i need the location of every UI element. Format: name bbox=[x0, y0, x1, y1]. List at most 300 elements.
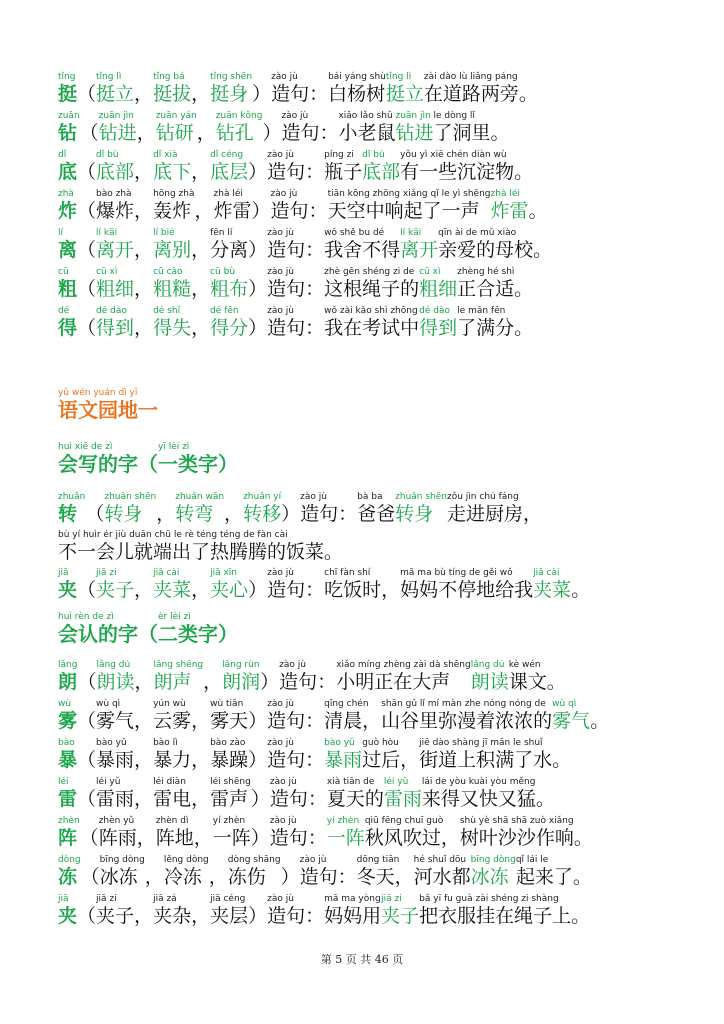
pinyin-text bbox=[134, 568, 153, 579]
ruby-segment bbox=[395, 492, 447, 525]
ruby-segment bbox=[96, 228, 134, 261]
hanzi-text: 亲爱的母校。 bbox=[438, 239, 553, 261]
ruby-segment bbox=[96, 189, 134, 222]
ruby-segment bbox=[153, 660, 203, 693]
hanzi-text: ） bbox=[248, 710, 268, 732]
hanzi-text: ， bbox=[134, 239, 154, 261]
pinyin-text bbox=[145, 855, 164, 866]
ruby-segment bbox=[252, 189, 271, 222]
pinyin-text bbox=[197, 111, 216, 122]
ruby-segment bbox=[279, 660, 336, 693]
hanzi-text: （ bbox=[79, 827, 99, 849]
hanzi-text: 冰冻 bbox=[470, 866, 509, 888]
pinyin-text: jiā bbox=[58, 568, 69, 578]
ruby-segment bbox=[300, 855, 357, 888]
hanzi-text: 转身 bbox=[395, 503, 434, 525]
ruby-segment bbox=[156, 111, 197, 144]
ruby-segment bbox=[218, 442, 238, 475]
hanzi-text: 冻伤 bbox=[227, 866, 266, 888]
ruby-segment bbox=[395, 111, 433, 144]
pinyin-text bbox=[260, 660, 279, 671]
key-character bbox=[58, 150, 77, 183]
ruby-segment bbox=[77, 228, 96, 261]
ruby-segment bbox=[191, 267, 210, 300]
pinyin-text: hōng zhà bbox=[153, 189, 195, 199]
pinyin-text: shān gǔ lǐ mí màn zhe nóng nóng de bbox=[381, 699, 546, 709]
pinyin-text bbox=[194, 816, 213, 827]
pinyin-text: qīng chén bbox=[324, 699, 369, 709]
hanzi-text: 起来了。 bbox=[515, 866, 592, 888]
ruby-segment bbox=[216, 111, 263, 144]
hanzi-text: 挺立 bbox=[96, 83, 135, 105]
hanzi-text: 底部 bbox=[96, 161, 135, 183]
hanzi-text: ， bbox=[134, 579, 154, 601]
pinyin-text: lǎng dú bbox=[470, 660, 505, 670]
hanzi-text: （ bbox=[80, 866, 100, 888]
pinyin-text: dé dào bbox=[419, 306, 451, 316]
vocab-line bbox=[58, 777, 555, 810]
hanzi-text: 云雾 bbox=[153, 710, 192, 732]
hanzi-text: 钻进 bbox=[98, 122, 137, 144]
ruby-segment bbox=[191, 228, 210, 261]
ruby-segment bbox=[248, 306, 267, 339]
ruby-segment bbox=[248, 738, 267, 771]
pinyin-text: bà ba bbox=[357, 492, 383, 502]
ruby-segment bbox=[384, 777, 422, 810]
pinyin-text: zhuǎn wān bbox=[175, 492, 225, 502]
hanzi-text: （ bbox=[77, 278, 97, 300]
hanzi-text: 造句： bbox=[270, 200, 328, 222]
pinyin-text: zhuǎn bbox=[58, 492, 86, 502]
pinyin-text: wù tiān bbox=[210, 699, 244, 709]
ruby-segment bbox=[138, 612, 158, 645]
pinyin-text: chī fàn shí bbox=[324, 568, 371, 578]
hanzi-text: 过后， bbox=[362, 749, 420, 771]
hanzi-text: 雾气 bbox=[96, 710, 135, 732]
vocab-line bbox=[58, 72, 538, 105]
pinyin-text bbox=[191, 228, 210, 239]
pinyin-text: léi shēng bbox=[210, 777, 251, 787]
ruby-segment bbox=[248, 699, 267, 732]
hanzi-text: 离开 bbox=[96, 239, 135, 261]
ruby-segment bbox=[77, 150, 96, 183]
ruby-segment bbox=[327, 777, 384, 810]
hanzi-text: 底 bbox=[58, 161, 78, 183]
hanzi-text: 造句： bbox=[279, 671, 337, 693]
hanzi-text: 炸雷 bbox=[213, 200, 252, 222]
ruby-segment bbox=[77, 777, 96, 810]
ruby-segment bbox=[96, 894, 134, 927]
ruby-segment bbox=[210, 777, 251, 810]
ruby-segment bbox=[471, 855, 516, 888]
hanzi-text: 造句： bbox=[299, 866, 357, 888]
ruby-segment bbox=[96, 72, 134, 105]
ruby-segment bbox=[153, 72, 191, 105]
hanzi-text: 造句： bbox=[267, 905, 325, 927]
pinyin-text: zhuǎn yí bbox=[243, 492, 282, 502]
ruby-segment bbox=[77, 189, 96, 222]
hanzi-text: 秋风吹过， bbox=[364, 827, 460, 849]
pinyin-text: léi yǔ bbox=[96, 777, 121, 787]
ruby-segment bbox=[327, 816, 365, 849]
vocab-line bbox=[58, 530, 343, 563]
ruby-segment bbox=[214, 189, 252, 222]
hanzi-text: 朗润 bbox=[222, 671, 261, 693]
ruby-segment bbox=[419, 894, 590, 927]
vocab-line bbox=[58, 150, 533, 183]
pinyin-text: jiā céng bbox=[210, 894, 246, 904]
hanzi-text: 造句： bbox=[271, 83, 329, 105]
hanzi-text: 分离 bbox=[210, 239, 249, 261]
pinyin-text: bào bbox=[58, 738, 75, 748]
pinyin-text: dǐ xià bbox=[153, 150, 178, 160]
pinyin-text: yǒu yì xiē chén diàn wù bbox=[400, 150, 507, 160]
ruby-segment bbox=[191, 699, 210, 732]
pinyin-text: qǐ lái le bbox=[515, 855, 549, 865]
hanzi-text: ， bbox=[193, 827, 213, 849]
hanzi-text: 雾 bbox=[58, 710, 78, 732]
ruby-segment bbox=[222, 660, 260, 693]
hanzi-text: 造句： bbox=[267, 278, 325, 300]
key-character bbox=[58, 660, 77, 693]
ruby-segment bbox=[271, 72, 328, 105]
ruby-segment bbox=[357, 492, 395, 525]
hanzi-text: 转弯 bbox=[175, 503, 214, 525]
pinyin-text bbox=[248, 306, 267, 317]
hanzi-text: 造句： bbox=[300, 503, 358, 525]
hanzi-text: ， bbox=[194, 200, 214, 222]
ruby-segment bbox=[210, 894, 248, 927]
pinyin-text: dòng bbox=[58, 855, 81, 865]
ruby-segment bbox=[422, 777, 555, 810]
hanzi-text: 阵雨 bbox=[98, 827, 137, 849]
hanzi-text: 阵 bbox=[58, 827, 78, 849]
hanzi-text: （ bbox=[77, 579, 97, 601]
pinyin-text: lǎng dú bbox=[96, 660, 131, 670]
hanzi-text: 河水都 bbox=[413, 866, 471, 888]
pinyin-text: bào lì bbox=[153, 738, 178, 748]
ruby-segment bbox=[248, 894, 267, 927]
ruby-segment bbox=[424, 72, 538, 105]
hanzi-text: 瓶子 bbox=[324, 161, 363, 183]
ruby-segment bbox=[248, 568, 267, 601]
ruby-segment bbox=[324, 699, 381, 732]
pinyin-text: wù qì bbox=[552, 699, 577, 709]
hanzi-text: ， bbox=[191, 788, 211, 810]
ruby-segment bbox=[96, 738, 134, 771]
hanzi-text: 底层 bbox=[210, 161, 249, 183]
hanzi-text: 朗读 bbox=[96, 671, 135, 693]
pinyin-text: bǎ yī fu guà zài shéng zi shàng bbox=[419, 894, 559, 904]
pinyin-text: zhà léi bbox=[213, 189, 243, 199]
pinyin-text bbox=[209, 855, 228, 866]
pinyin-text: dòng shāng bbox=[227, 855, 281, 865]
pinyin-text: xià tiān de bbox=[326, 777, 375, 787]
hanzi-text: （ bbox=[138, 452, 158, 476]
hanzi-text: 得到 bbox=[96, 317, 135, 339]
hanzi-text: 妈妈用 bbox=[324, 905, 382, 927]
pinyin-text: wù qì bbox=[96, 699, 121, 709]
pinyin-text bbox=[262, 111, 281, 122]
pinyin-text bbox=[137, 816, 156, 827]
pinyin-text: zào jù bbox=[299, 855, 327, 865]
pinyin-text: bīng dòng bbox=[470, 855, 516, 865]
pinyin-text bbox=[248, 150, 267, 161]
hanzi-text: 二类字 bbox=[158, 622, 218, 646]
pinyin-text bbox=[77, 568, 96, 579]
ruby-segment bbox=[419, 738, 571, 771]
key-character bbox=[58, 738, 77, 771]
pinyin-text: zǒu jìn chú fáng bbox=[447, 492, 519, 502]
pinyin-text bbox=[156, 492, 175, 503]
pinyin-text bbox=[195, 189, 214, 200]
ruby-segment bbox=[203, 660, 222, 693]
pinyin-text: zào jù bbox=[267, 699, 294, 709]
hanzi-text: ） bbox=[248, 278, 268, 300]
hanzi-text: ） bbox=[248, 579, 268, 601]
hanzi-text: 炸 bbox=[58, 200, 78, 222]
hanzi-text: 离别 bbox=[153, 239, 192, 261]
key-character bbox=[58, 894, 77, 927]
hanzi-text: 雷电 bbox=[153, 788, 192, 810]
ruby-segment bbox=[210, 150, 248, 183]
hanzi-text: 语文园地一 bbox=[58, 398, 158, 422]
pinyin-text bbox=[191, 306, 210, 317]
hanzi-text: ， bbox=[134, 83, 154, 105]
pinyin-text: jiā cài bbox=[153, 568, 180, 578]
pinyin-text bbox=[81, 855, 100, 866]
ruby-segment bbox=[516, 855, 592, 888]
ruby-segment bbox=[324, 738, 362, 771]
pinyin-text: zào jù bbox=[269, 816, 297, 826]
pinyin-text bbox=[191, 150, 210, 161]
ruby-segment bbox=[138, 442, 158, 475]
pinyin-text: zào jù bbox=[267, 150, 294, 160]
ruby-segment bbox=[134, 150, 153, 183]
pinyin-text bbox=[77, 306, 96, 317]
pinyin-text: lǎng bbox=[58, 660, 78, 670]
vocab-line bbox=[58, 306, 533, 339]
hanzi-text: 雷雨 bbox=[96, 788, 135, 810]
vocab-line bbox=[58, 568, 590, 601]
ruby-segment bbox=[77, 894, 96, 927]
pinyin-text bbox=[77, 189, 96, 200]
ruby-segment bbox=[509, 660, 566, 693]
ruby-segment bbox=[96, 777, 134, 810]
hanzi-text: 造句： bbox=[267, 710, 325, 732]
key-character bbox=[58, 111, 80, 144]
ruby-segment bbox=[77, 660, 96, 693]
ruby-segment bbox=[100, 855, 145, 888]
ruby-segment bbox=[281, 111, 338, 144]
ruby-segment bbox=[134, 306, 153, 339]
pinyin-text: yí zhèn bbox=[326, 816, 360, 826]
ruby-segment bbox=[158, 612, 218, 645]
ruby-segment bbox=[365, 816, 460, 849]
hanzi-text: 冬天， bbox=[356, 866, 414, 888]
ruby-segment bbox=[262, 111, 281, 144]
hanzi-text: ， bbox=[191, 579, 211, 601]
hanzi-text: （ bbox=[77, 239, 97, 261]
vocab-line bbox=[58, 738, 571, 771]
pinyin-text: èr lèi zì bbox=[158, 612, 191, 622]
pinyin-text: hé shuǐ dōu bbox=[413, 855, 467, 865]
ruby-segment bbox=[414, 855, 471, 888]
ruby-segment bbox=[77, 267, 96, 300]
pinyin-text: zuān bbox=[58, 111, 80, 121]
section-heading bbox=[58, 442, 238, 475]
ruby-segment bbox=[77, 699, 96, 732]
hanzi-text: ， bbox=[134, 749, 154, 771]
pinyin-text bbox=[134, 738, 153, 749]
hanzi-text: ， bbox=[191, 710, 211, 732]
hanzi-text: 一阵 bbox=[326, 827, 365, 849]
pinyin-text bbox=[77, 777, 96, 788]
hanzi-text: ） bbox=[251, 200, 271, 222]
hanzi-text: ， bbox=[191, 905, 211, 927]
ruby-segment bbox=[153, 150, 191, 183]
hanzi-text: 雷 bbox=[58, 788, 78, 810]
hanzi-text: 转 bbox=[58, 503, 78, 525]
hanzi-text: （ bbox=[77, 83, 97, 105]
pinyin-text bbox=[77, 150, 96, 161]
hanzi-text: 造句： bbox=[269, 827, 327, 849]
hanzi-text: 造句： bbox=[267, 239, 325, 261]
pinyin-text: huì rèn de zì bbox=[58, 612, 114, 622]
hanzi-text: 转身 bbox=[104, 503, 143, 525]
ruby-segment bbox=[336, 660, 471, 693]
pinyin-text bbox=[191, 72, 210, 83]
hanzi-text: 夹菜 bbox=[533, 579, 572, 601]
ruby-segment bbox=[81, 855, 100, 888]
hanzi-text: 爸爸 bbox=[357, 503, 396, 525]
ruby-segment bbox=[77, 72, 96, 105]
pinyin-text bbox=[191, 738, 210, 749]
ruby-segment bbox=[218, 612, 238, 645]
ruby-segment bbox=[400, 150, 533, 183]
ruby-segment bbox=[260, 660, 279, 693]
ruby-segment bbox=[210, 72, 252, 105]
ruby-segment bbox=[58, 612, 138, 645]
hanzi-text: ） bbox=[280, 866, 300, 888]
hanzi-text: 雷雨 bbox=[383, 788, 422, 810]
hanzi-text: （ bbox=[77, 317, 97, 339]
hanzi-text: 这根绳子的 bbox=[324, 278, 420, 300]
ruby-segment bbox=[457, 267, 533, 300]
ruby-segment bbox=[267, 894, 324, 927]
pinyin-text bbox=[134, 189, 153, 200]
pinyin-text bbox=[281, 492, 300, 503]
pinyin-text: zuān jìn bbox=[98, 111, 134, 121]
hanzi-text: 粗 bbox=[58, 278, 78, 300]
hanzi-text: （ bbox=[77, 200, 97, 222]
pinyin-text: zào jù bbox=[267, 738, 294, 748]
pinyin-text: zào jù bbox=[267, 267, 294, 277]
pinyin-text: zào jù bbox=[300, 492, 327, 502]
hanzi-text: 。 bbox=[571, 579, 591, 601]
pinyin-text: jiā zi bbox=[96, 894, 117, 904]
hanzi-text: 清晨， bbox=[324, 710, 382, 732]
pinyin-text bbox=[77, 699, 96, 710]
pinyin-text: bīng dòng bbox=[99, 855, 145, 865]
pinyin-text bbox=[80, 111, 99, 122]
ruby-segment bbox=[191, 777, 210, 810]
pinyin-text bbox=[134, 660, 153, 671]
pinyin-text: píng zi bbox=[324, 150, 354, 160]
ruby-segment bbox=[248, 150, 267, 183]
ruby-segment bbox=[158, 442, 218, 475]
ruby-segment bbox=[137, 816, 156, 849]
ruby-segment bbox=[194, 816, 213, 849]
pinyin-text: kè wén bbox=[508, 660, 541, 670]
hanzi-text: 造句： bbox=[269, 788, 327, 810]
key-character bbox=[58, 699, 77, 732]
hanzi-text: 。 bbox=[528, 200, 548, 222]
pinyin-text: lí kāi bbox=[400, 228, 422, 238]
hanzi-text: （ bbox=[79, 122, 99, 144]
hanzi-text: ， bbox=[134, 317, 154, 339]
pinyin-text: zhèn bbox=[58, 816, 80, 826]
pinyin-text: lái de yòu kuài yòu měng bbox=[421, 777, 536, 787]
ruby-segment bbox=[447, 492, 542, 525]
pinyin-text bbox=[252, 189, 271, 200]
pinyin-text bbox=[251, 816, 270, 827]
ruby-segment bbox=[209, 855, 228, 888]
hanzi-text: ， bbox=[134, 200, 154, 222]
pinyin-text bbox=[80, 816, 99, 827]
hanzi-text: 阵地 bbox=[155, 827, 194, 849]
ruby-segment bbox=[460, 816, 593, 849]
hanzi-text: 得失 bbox=[153, 317, 192, 339]
pinyin-text: tǐng bbox=[58, 72, 76, 82]
ruby-segment bbox=[85, 492, 104, 525]
pinyin-text: zào jù bbox=[270, 189, 298, 199]
hanzi-text: ， bbox=[134, 905, 154, 927]
hanzi-text: 。 bbox=[590, 710, 610, 732]
ruby-segment bbox=[381, 894, 419, 927]
hanzi-text: 一类字 bbox=[158, 452, 218, 476]
ruby-segment bbox=[210, 306, 248, 339]
pinyin-text: zhà léi bbox=[490, 189, 520, 199]
hanzi-text: ， bbox=[134, 161, 154, 183]
hanzi-text: 会认的字 bbox=[58, 622, 138, 646]
hanzi-text: （ bbox=[77, 710, 97, 732]
pinyin-text: zài dào lù liǎng páng bbox=[423, 72, 518, 82]
ruby-segment bbox=[134, 738, 153, 771]
pinyin-text: jiā zá bbox=[153, 894, 177, 904]
ruby-segment bbox=[300, 492, 357, 525]
hanzi-text: 来得又快又猛。 bbox=[421, 788, 555, 810]
vocab-line bbox=[58, 267, 533, 300]
hanzi-text: 钻孔 bbox=[215, 122, 254, 144]
pinyin-text bbox=[248, 267, 267, 278]
ruby-segment bbox=[153, 738, 191, 771]
pinyin-text bbox=[134, 699, 153, 710]
pinyin-text bbox=[77, 228, 96, 239]
hanzi-text: 我舍不得 bbox=[324, 239, 401, 261]
ruby-segment bbox=[571, 568, 590, 601]
vocab-line bbox=[58, 492, 542, 525]
vocab-line bbox=[58, 660, 566, 693]
ruby-segment bbox=[324, 150, 362, 183]
vocab-line bbox=[58, 855, 592, 888]
ruby-segment bbox=[134, 189, 153, 222]
pinyin-text bbox=[77, 738, 96, 749]
pinyin-text: zuān yán bbox=[155, 111, 197, 121]
ruby-segment bbox=[328, 72, 386, 105]
hanzi-text: 造句： bbox=[267, 317, 325, 339]
ruby-segment bbox=[529, 189, 548, 222]
